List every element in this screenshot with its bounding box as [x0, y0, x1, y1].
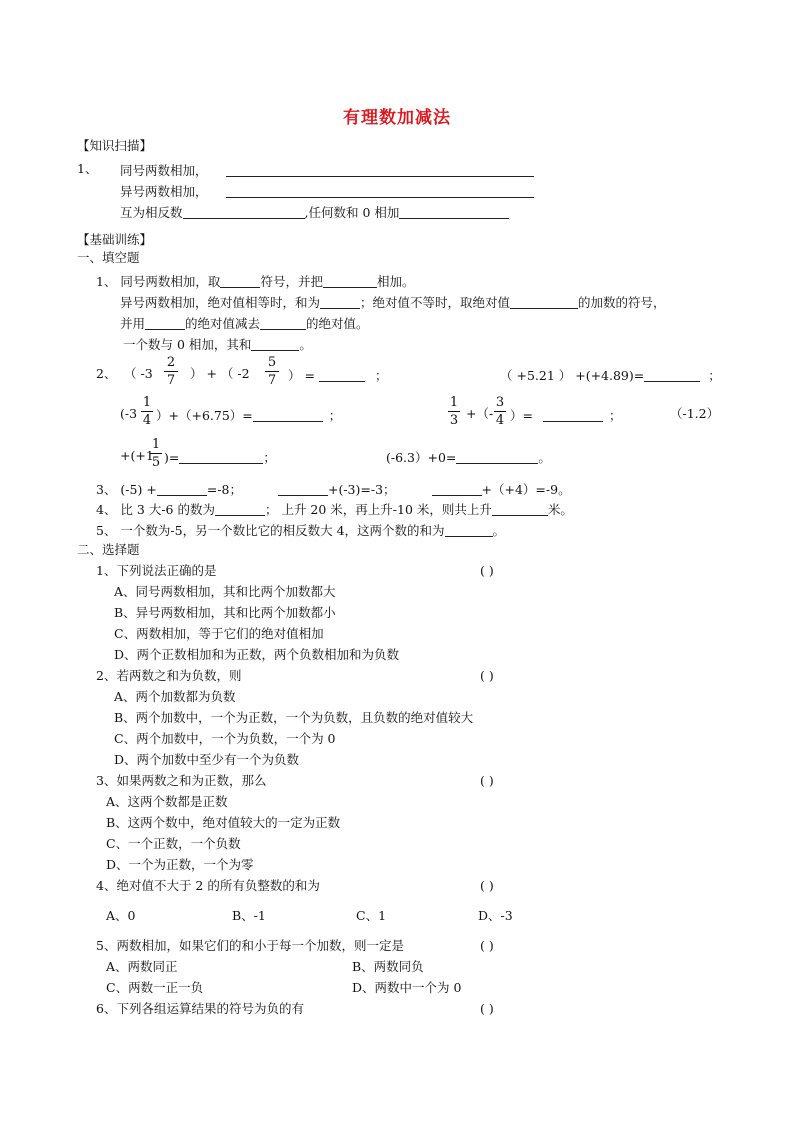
fraction: 3 4: [495, 395, 505, 428]
fill-q1-line-b: 异号两数相加，绝对值相等时，和为 ；绝对值不等时，取绝对值 的加数的符号，: [120, 295, 666, 310]
choice-q4-option-c[interactable]: C、1: [356, 908, 387, 923]
choice-q5-option-b[interactable]: B、两数同负: [352, 959, 424, 974]
expr-5: （-1.2）: [670, 406, 720, 421]
fill-q1-line-d: 一个数与 0 相加，其和 。: [123, 337, 312, 352]
answer-paren[interactable]: ( ): [480, 938, 494, 953]
answer-blank[interactable]: [323, 274, 377, 288]
choice-q4-option-b[interactable]: B、-1: [232, 908, 266, 923]
fraction: 2 7: [164, 356, 178, 387]
fraction: 5 7: [265, 356, 279, 387]
answer-blank[interactable]: [543, 408, 603, 422]
knowledge-line-2: 异号两数相加，: [120, 184, 534, 199]
page-title: 有理数加减法: [343, 108, 451, 128]
answer-blank[interactable]: [432, 482, 482, 496]
expr-6-start: +(+1: [120, 448, 154, 463]
choice-q1-option-b[interactable]: B、异号两数相加，其和比两个加数都小: [114, 605, 336, 620]
answer-blank[interactable]: [492, 502, 548, 516]
choice-q4-option-a[interactable]: A、0: [106, 908, 136, 923]
answer-paren[interactable]: ( ): [480, 668, 494, 683]
choice-q2-option-c[interactable]: C、两个加数中，一个为负数，一个为 0: [114, 731, 336, 746]
choice-q5-stem: 5、两数相加，如果它们的和小于每一个加数，则一定是: [96, 938, 404, 953]
answer-blank[interactable]: [226, 184, 534, 198]
answer-blank[interactable]: [215, 502, 265, 516]
answer-blank[interactable]: [179, 450, 263, 464]
choice-q1-stem: 1、下列说法正确的是: [96, 563, 217, 578]
choice-q2-option-d[interactable]: D、两个加数中至少有一个为负数: [114, 752, 300, 767]
answer-blank[interactable]: [278, 482, 328, 496]
expr-7: (-6.3）+0= 。: [386, 450, 551, 465]
answer-blank[interactable]: [183, 205, 305, 219]
answer-blank[interactable]: [319, 368, 365, 382]
fill-q2-number: 2、: [96, 366, 117, 381]
expr-3-start: (-3: [120, 406, 138, 421]
choice-header: 二、选择题: [77, 542, 140, 557]
choice-q3-option-b[interactable]: B、这两个数中，绝对值较大的一定为正数: [106, 815, 341, 830]
fraction: 1 4: [142, 395, 152, 428]
choice-q3-option-d[interactable]: D、一个为正数，一个为零: [106, 857, 254, 872]
answer-paren[interactable]: ( ): [480, 773, 494, 788]
choice-q2-option-a[interactable]: A、两个加数都为负数: [114, 689, 236, 704]
fill-q4: 4、 比 3 大-6 的数为 ； 上升 20 米，再上升-10 米，则共上升 米。: [96, 502, 573, 517]
answer-blank[interactable]: [220, 274, 260, 288]
expr-1-end: ） = ；: [288, 368, 388, 383]
choice-q4-stem: 4、绝对值不大于 2 的所有负整数的和为: [96, 878, 320, 893]
fill-q3: 3、 (-5) + =-8； +(-3)=-3； +（+4）=-9。: [96, 482, 571, 497]
choice-q1-option-d[interactable]: D、两个正数相加和为正数，两个负数相加和为负数: [114, 647, 400, 662]
choice-q1-option-a[interactable]: A、同号两数相加，其和比两个加数都大: [114, 584, 336, 599]
fraction: 1 5: [151, 437, 161, 470]
choice-q1-option-c[interactable]: C、两数相加，等于它们的绝对值相加: [114, 626, 324, 641]
choice-q5-option-a[interactable]: A、两数同正: [106, 959, 178, 974]
answer-blank[interactable]: [260, 316, 306, 330]
choice-q5-option-d[interactable]: D、两数中一个为 0: [352, 980, 462, 995]
basic-header: 【基础训练】: [77, 232, 153, 247]
answer-blank[interactable]: [399, 205, 509, 219]
answer-paren[interactable]: ( ): [480, 1001, 494, 1016]
fraction: 1 3: [449, 395, 459, 428]
choice-q2-option-b[interactable]: B、两个加数中，一个为正数，一个为负数，且负数的绝对值较大: [114, 710, 474, 725]
answer-blank[interactable]: [157, 482, 207, 496]
choice-q5-option-c[interactable]: C、两数一正一负: [106, 980, 204, 995]
choice-q6-stem: 6、下列各组运算结果的符号为负的有: [96, 1001, 304, 1016]
choice-q3-stem: 3、如果两数之和为正数，那么: [96, 773, 267, 788]
answer-blank[interactable]: [251, 337, 299, 351]
expr-3-end: ）+（+6.75）= ；: [156, 408, 342, 423]
answer-blank[interactable]: [253, 408, 323, 422]
knowledge-number: 1、: [77, 161, 98, 176]
answer-blank[interactable]: [510, 295, 578, 309]
fill-header: 一、填空题: [77, 250, 140, 265]
expr-2: （ +5.21 ） +(+4.89)= ；: [500, 368, 721, 383]
expr-4-end: ）= ；: [510, 408, 622, 423]
expr-4-mid: +（-: [466, 406, 494, 421]
fill-q1-line-c: 并用 的绝对值减去 的绝对值。: [120, 316, 369, 331]
knowledge-line-1: 同号两数相加，: [120, 163, 534, 178]
expr-1-mid: ） + （ -2: [190, 366, 250, 381]
choice-q3-option-c[interactable]: C、一个正数，一个负数: [106, 836, 241, 851]
choice-q4-option-d[interactable]: D、-3: [478, 908, 513, 923]
answer-blank[interactable]: [456, 450, 538, 464]
answer-blank[interactable]: [644, 368, 700, 382]
answer-paren[interactable]: ( ): [480, 878, 494, 893]
answer-blank[interactable]: [445, 523, 493, 537]
expr-1-start: （ -3: [124, 366, 153, 381]
knowledge-line-3: 互为相反数 ,任何数和 0 相加: [120, 205, 509, 220]
fill-q1-line-a: 1、 同号两数相加，取 符号，并把 相加。: [96, 274, 415, 289]
fill-q5: 5、 一个数为-5，另一个数比它的相反数大 4，这两个数的和为 。: [96, 523, 506, 538]
choice-q3-option-a[interactable]: A、这两个数都是正数: [106, 794, 228, 809]
answer-blank[interactable]: [145, 316, 185, 330]
answer-paren[interactable]: ( ): [480, 563, 494, 578]
expr-6-end: )= ；: [164, 450, 276, 465]
choice-q2-stem: 2、若两数之和为负数，则: [96, 668, 242, 683]
answer-blank[interactable]: [320, 295, 360, 309]
answer-blank[interactable]: [226, 163, 534, 177]
knowledge-header: 【知识扫描】: [77, 138, 153, 153]
